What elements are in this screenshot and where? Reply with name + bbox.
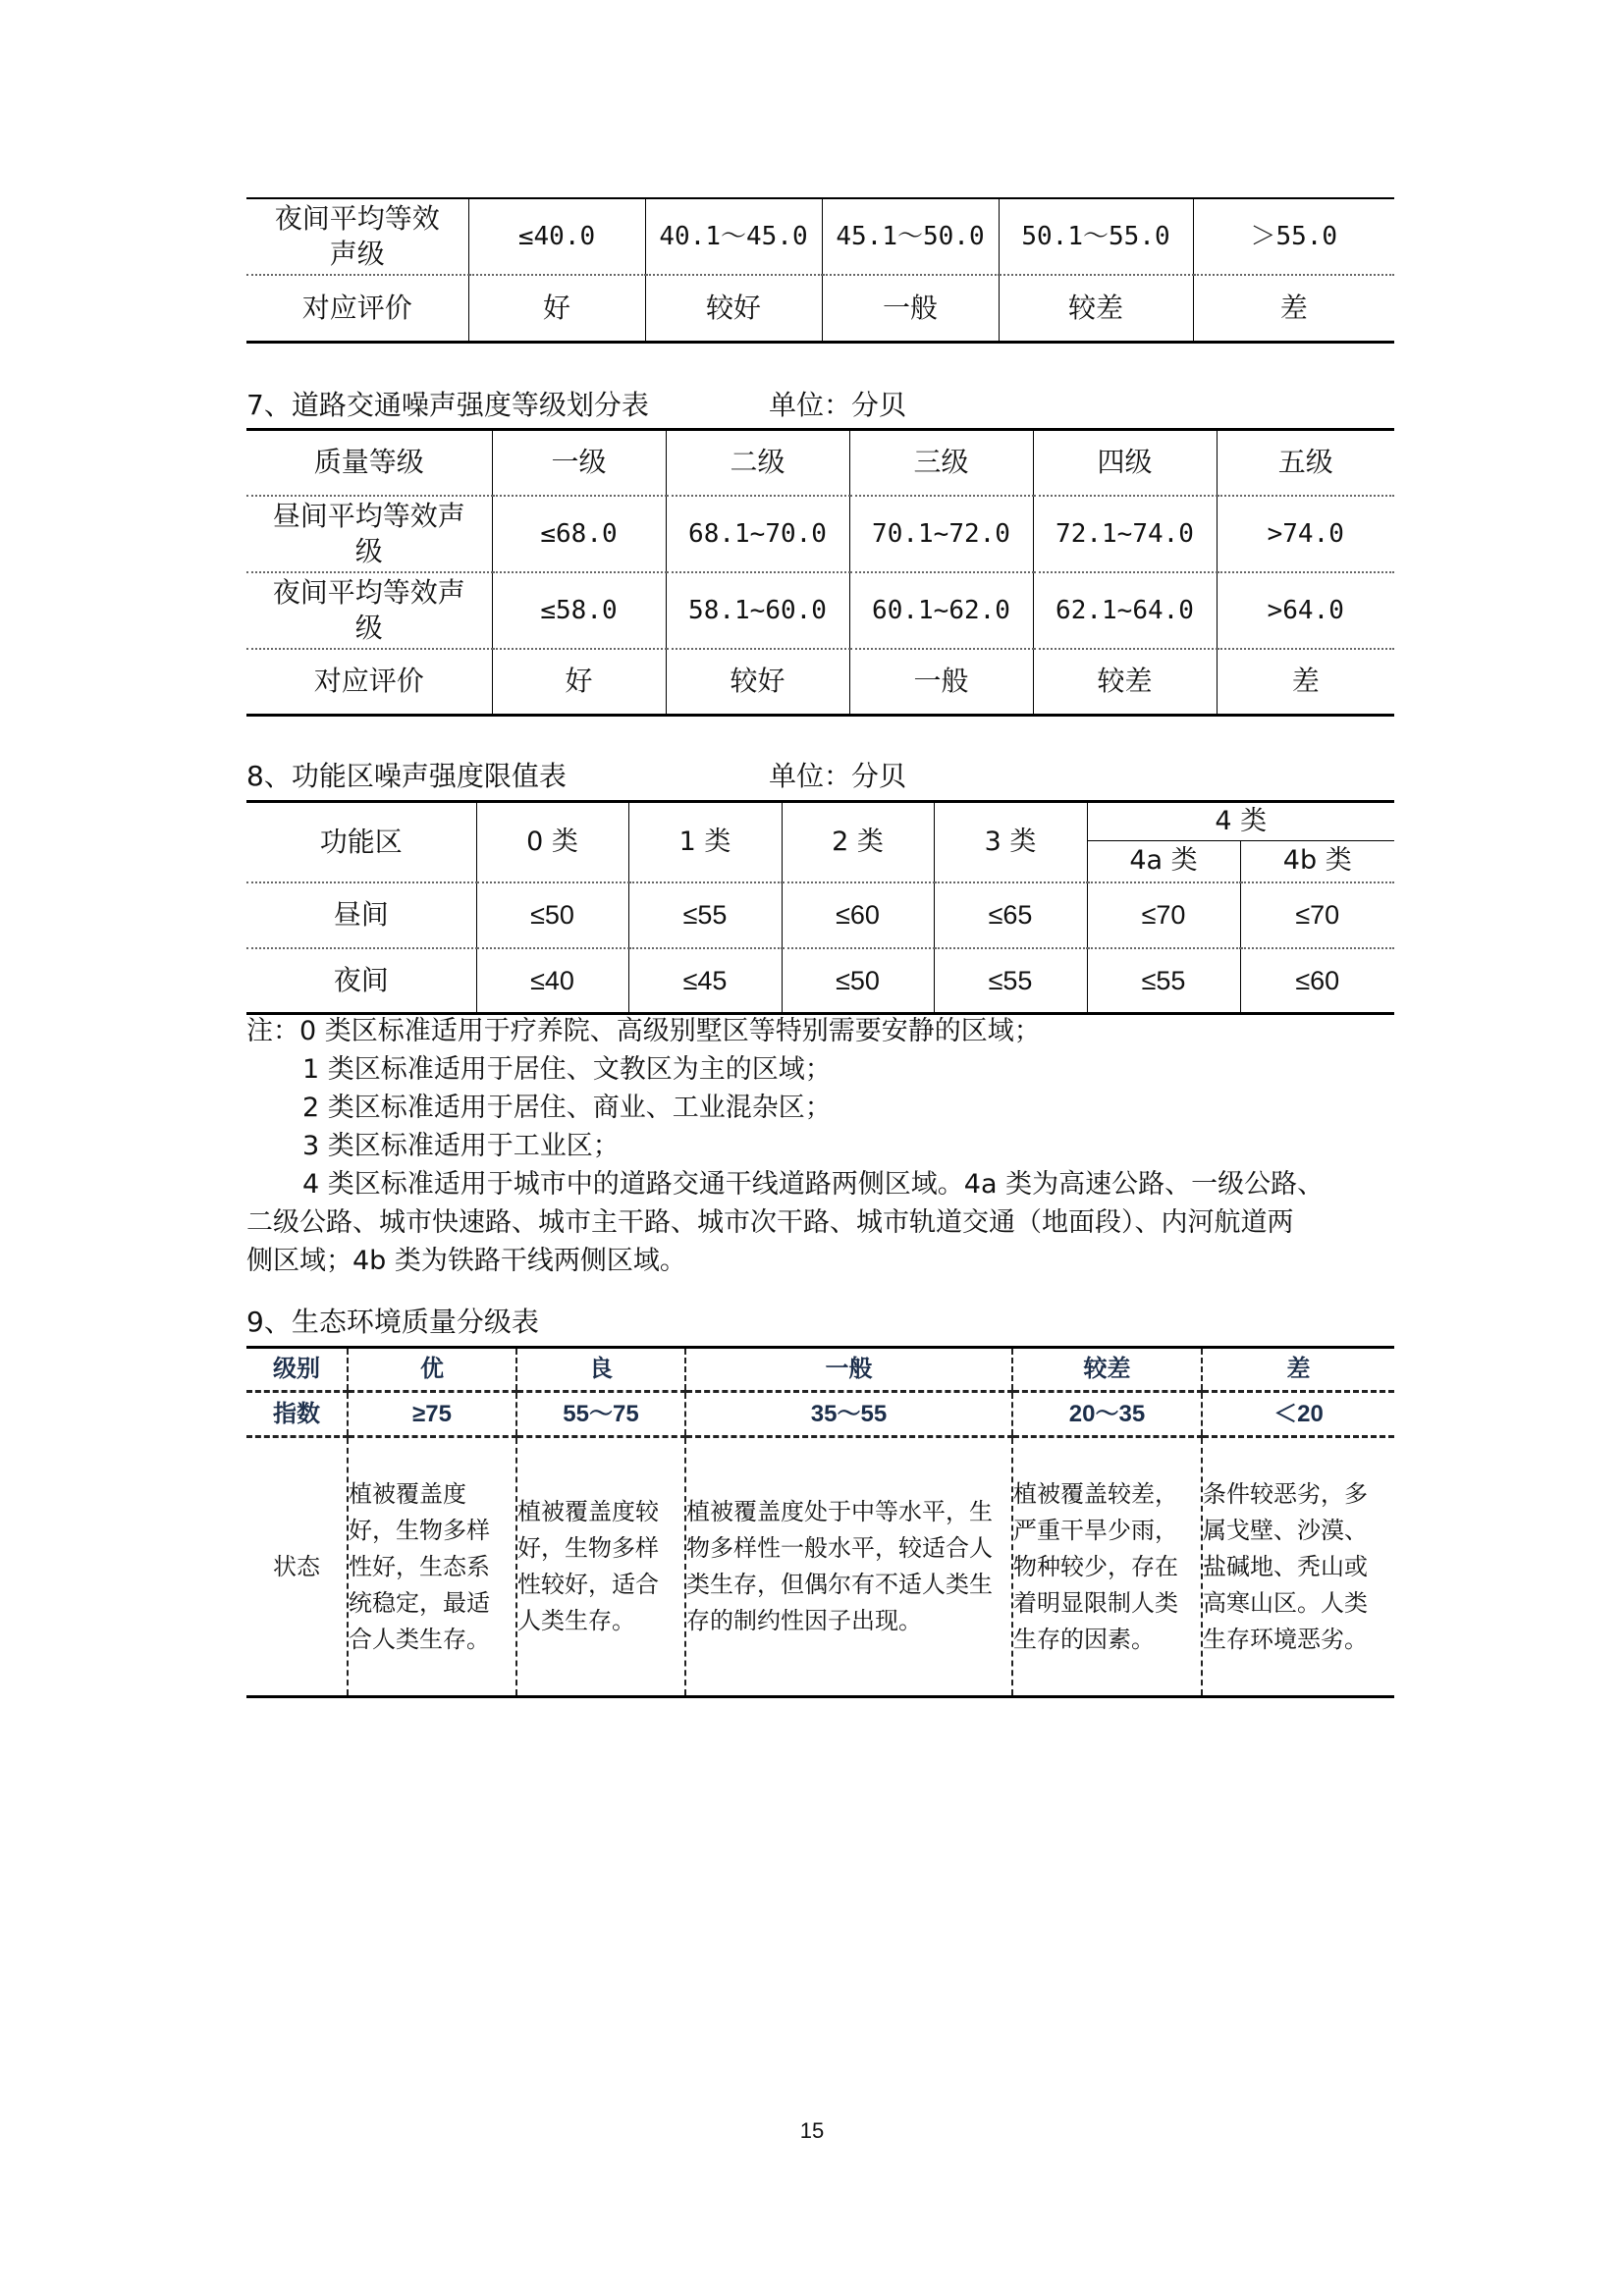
table-cell [516, 1437, 685, 1697]
table-cell: ≤70 [1240, 882, 1394, 948]
table-cell: ≤68.0 [492, 496, 666, 572]
table-cell [1202, 1437, 1394, 1697]
row-label: 昼间 [246, 882, 476, 948]
column-header: 四级 [1033, 430, 1217, 496]
table-cell: 35～55 [685, 1392, 1012, 1437]
table-cell: >74.0 [1217, 496, 1394, 572]
section-8-notes [246, 1012, 1400, 1280]
ecological-quality-table [246, 1346, 1394, 1698]
table-cell: ≤55 [1087, 948, 1240, 1014]
column-subheader: 4b 类 [1240, 841, 1394, 882]
table-cell: ≤55 [628, 882, 782, 948]
row-label: 夜间 [246, 948, 476, 1014]
note-line: 二级公路、城市快速路、城市主干路、城市次干路、城市轨道交通（地面段）、内河航道两 [246, 1207, 1294, 1238]
table-cell: 60.1~62.0 [849, 572, 1033, 649]
column-subheader: 4a 类 [1087, 841, 1240, 882]
row-label: 对应评价 [246, 649, 492, 716]
table-cell: ≤60 [1295, 965, 1340, 995]
table-cell: ≤45 [628, 948, 782, 1014]
column-header: 二级 [666, 430, 849, 496]
note-line: 4 类区标准适用于城市中的道路交通干线道路两侧区域。4a 类为高速公路、一级公路、 [302, 1169, 1325, 1200]
table-cell: 58.1~60.0 [666, 572, 849, 649]
cell-line: 植被覆盖较差， [1013, 1480, 1178, 1508]
table-cell: 50.1～55.0 [999, 198, 1193, 275]
table-header-row [246, 430, 1394, 496]
column-header: 较差 [1012, 1348, 1202, 1392]
table-cell: 62.1~64.0 [1033, 572, 1217, 649]
column-header: 级别 [246, 1348, 348, 1392]
table-cell: 较差 [999, 275, 1193, 342]
column-header: 0 类 [476, 802, 628, 882]
column-header: 三级 [849, 430, 1033, 496]
table-row [246, 275, 1394, 342]
row-label: 昼间平均等效声 级 [246, 496, 492, 572]
section-7-title: 7、道路交通噪声强度等级划分表 [246, 389, 649, 421]
table-cell [685, 1437, 1012, 1697]
cell-line: 生存的因素。 [1013, 1626, 1155, 1653]
column-header: 质量等级 [246, 430, 492, 496]
table-cell: ＜20 [1202, 1392, 1394, 1437]
column-header: 3 类 [934, 802, 1087, 882]
table-cell: 一般 [849, 649, 1033, 716]
table-index-row [246, 1392, 1394, 1437]
table-cell: 较好 [645, 275, 822, 342]
table-cell: 好 [468, 275, 645, 342]
table-header-row [246, 802, 1394, 841]
section-9-title: 9、生态环境质量分级表 [246, 1306, 539, 1338]
table-row [246, 572, 1394, 649]
table-cell: ≤55 [934, 948, 1087, 1014]
row-label: 指数 [246, 1392, 348, 1437]
table-cell: ≤50 [476, 882, 628, 948]
table-cell: 70.1~72.0 [849, 496, 1033, 572]
note-line: 注：0 类区标准适用于疗养院、高级别墅区等特别需要安静的区域； [246, 1016, 1041, 1046]
column-header: 功能区 [246, 802, 476, 882]
cell-line: 严重干旱少雨， [1013, 1517, 1178, 1544]
note-line: 侧区域；4b 类为铁路干线两侧区域。 [246, 1246, 686, 1276]
column-header: 4 类 [1215, 806, 1268, 836]
section-8-unit: 单位：分贝 [769, 760, 907, 792]
table-cell: 40.1～45.0 [645, 198, 822, 275]
cell-line: 物多样性一般水平，较适合人 [686, 1535, 993, 1562]
section-7-unit: 单位：分贝 [769, 389, 907, 421]
cell-line: 植被覆盖度 [349, 1480, 466, 1508]
cell-line: 性好，生态系 [349, 1553, 490, 1580]
note-line: 3 类区标准适用于工业区； [302, 1131, 620, 1161]
column-header: 优 [348, 1348, 516, 1392]
table-cell: >64.0 [1217, 572, 1394, 649]
cell-line: 生存环境恶劣。 [1203, 1626, 1368, 1653]
column-header: 良 [516, 1348, 685, 1392]
note-line: 2 类区标准适用于居住、商业、工业混杂区； [302, 1093, 832, 1123]
page-number: 15 [799, 2118, 825, 2143]
table-cell: ≥75 [348, 1392, 516, 1437]
table-cell: 好 [492, 649, 666, 716]
table-row [246, 496, 1394, 572]
table-cell: 55～75 [516, 1392, 685, 1437]
column-header: 差 [1202, 1348, 1394, 1392]
table-cell: ≤50 [782, 948, 934, 1014]
cell-line: 人类生存。 [517, 1608, 635, 1634]
cell-line: 植被覆盖度较 [517, 1499, 659, 1525]
table-row [246, 198, 1394, 275]
table-cell: 68.1~70.0 [666, 496, 849, 572]
cell-line: 统稳定，最适 [349, 1589, 490, 1617]
cell-line: 好，生物多样 [517, 1535, 659, 1562]
table-cell: ＞55.0 [1193, 198, 1394, 275]
cell-line: 条件较恶劣，多 [1203, 1480, 1368, 1508]
row-label: 夜间平均等效声 级 [246, 572, 492, 649]
table-cell [1012, 1437, 1202, 1697]
column-header: 一级 [492, 430, 666, 496]
cell-line: 高寒山区。人类 [1203, 1589, 1368, 1617]
table-cell: ≤40 [476, 948, 628, 1014]
table-cell: 较好 [666, 649, 849, 716]
row-label: 状态 [246, 1437, 348, 1697]
cell-line: 类生存，但偶尔有不适人类生 [686, 1572, 993, 1598]
column-header: 五级 [1217, 430, 1394, 496]
section-8-title: 8、功能区噪声强度限值表 [246, 760, 567, 792]
cell-line: 好，生物多样 [349, 1517, 490, 1544]
cell-line: 性较好，适合 [517, 1572, 659, 1598]
table-cell: ≤58.0 [492, 572, 666, 649]
row-label: 对应评价 [246, 275, 468, 342]
table-cell: ≤70 [1087, 882, 1240, 948]
table-cell: ≤40.0 [468, 198, 645, 275]
table-cell: ≤60 [782, 882, 934, 948]
cell-line: 物种较少，存在 [1013, 1553, 1178, 1580]
cell-line: 存的制约性因子出现。 [686, 1608, 922, 1634]
table-cell: 较差 [1033, 649, 1217, 716]
table-cell: 差 [1291, 665, 1320, 698]
table-cell: 20～35 [1012, 1392, 1202, 1437]
table-cell [348, 1437, 516, 1697]
cell-line: 属戈壁、沙漠、 [1203, 1517, 1368, 1544]
column-header: 一般 [685, 1348, 1012, 1392]
table-row [246, 1437, 1394, 1697]
table-header-row [246, 1348, 1394, 1392]
table-cell: 72.1~74.0 [1033, 496, 1217, 572]
noise-level-table-continued [246, 197, 1394, 344]
column-header: 1 类 [628, 802, 782, 882]
table-row [246, 649, 1394, 716]
table-cell: 差 [1279, 291, 1308, 324]
cell-line: 合人类生存。 [349, 1626, 490, 1653]
table-cell: 45.1～50.0 [822, 198, 999, 275]
table-row [246, 882, 1394, 948]
road-traffic-noise-table [246, 428, 1394, 717]
note-line: 1 类区标准适用于居住、文教区为主的区域； [302, 1054, 832, 1085]
cell-line: 植被覆盖度处于中等水平，生 [686, 1499, 993, 1525]
functional-zone-noise-limit-table [246, 800, 1394, 1015]
column-header: 2 类 [782, 802, 934, 882]
cell-line: 盐碱地、秃山或 [1203, 1553, 1368, 1580]
cell-line: 着明显限制人类 [1013, 1589, 1178, 1617]
table-cell: 一般 [822, 275, 999, 342]
table-cell: ≤65 [934, 882, 1087, 948]
table-row [246, 948, 1394, 1014]
row-label: 夜间平均等效 声级 [246, 198, 468, 275]
